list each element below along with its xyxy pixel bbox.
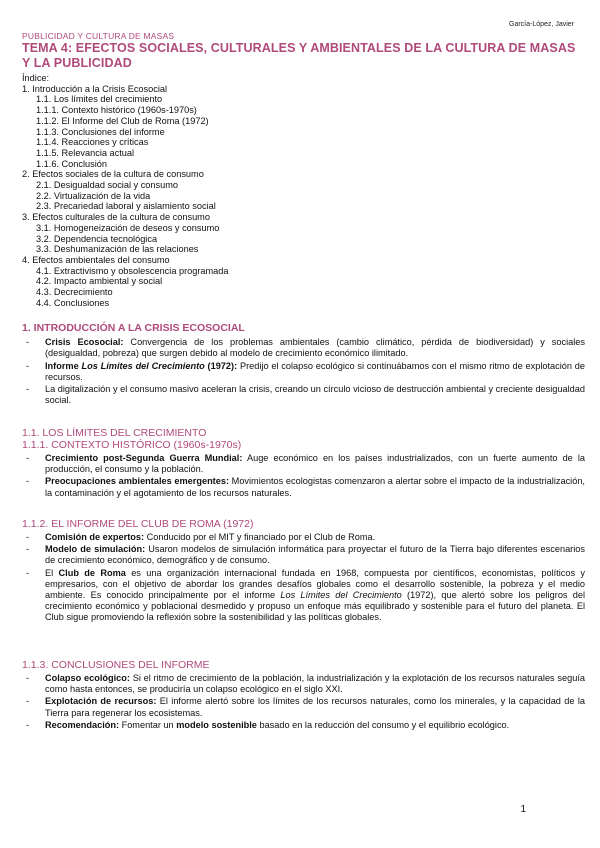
bullet-text: Conducido por el MIT y financiado por el Club de Roma. xyxy=(144,532,376,542)
document-title: TEMA 4: EFECTOS SOCIALES, CULTURALES Y AMBIENTALES DE LA CULTURA DE MASAS Y LA PUBLICIDAD xyxy=(22,41,576,70)
toc-item: 4.3. Decrecimiento xyxy=(36,287,113,298)
bullet-italic: Los Límites del Crecimiento xyxy=(280,590,402,601)
toc-item: 4.1. Extractivismo y obsolescencia programada xyxy=(36,265,229,276)
list-item xyxy=(22,696,585,718)
bullet-list xyxy=(22,673,585,731)
table-of-contents xyxy=(22,73,582,308)
bullet-text: Fomentar un xyxy=(119,719,177,730)
bullet-strong: modelo sostenible xyxy=(176,719,257,730)
list-item xyxy=(22,476,585,498)
toc-item: 1.1.3. Conclusiones del informe xyxy=(36,126,165,137)
bullet-term: Preocupaciones ambientales emergentes: xyxy=(45,476,230,487)
bullet-text: Movimientos ecologistas comenzaron a alertar sobre el impacto de la industrialización, la contaminación y el agotamiento de los recursos naturales. xyxy=(45,476,585,498)
bullet-text: Auge económico en los países industrializados, con un fuerte aumento de la producción, el consumo y la población. xyxy=(45,453,585,475)
page-number: 1 xyxy=(520,804,526,815)
toc-item: 2.1. Desigualdad social y consumo xyxy=(36,180,178,191)
section-heading: 1. INTRODUCCIÓN A LA CRISIS ECOSOCIAL xyxy=(22,322,245,334)
toc-item: 3.3. Deshumanización de las relaciones xyxy=(36,244,199,255)
subsection-heading: 1.1.2. EL INFORME DEL CLUB DE ROMA (1972) xyxy=(22,518,254,530)
bullet-text: (1972), que alertó sobre los peligros del crecimiento económico y poblacional desmedido y propuso un enfoque más equilibrado y sostenible para el futuro del planeta. El Club sigue promoviendo la reflexión sobre la sostenibilidad y las políticas globales. xyxy=(45,590,586,623)
toc-item: 1.1.6. Conclusión xyxy=(36,158,107,169)
section-conclusiones-informe xyxy=(22,659,585,732)
toc-item: 2.3. Precariedad laboral y aislamiento social xyxy=(36,201,216,212)
toc-label: Índice: xyxy=(22,73,50,83)
toc-item: 1.1.4. Reacciones y críticas xyxy=(36,137,149,148)
bullet-text: El xyxy=(45,567,59,578)
toc-item: 1.1. Los límites del crecimiento xyxy=(36,94,163,105)
section-limites-crecimiento xyxy=(22,427,585,500)
list-item xyxy=(22,361,585,383)
section-heading: 1.1. LOS LÍMITES DEL CRECIMIENTO xyxy=(22,427,207,439)
bullet-term: Modelo de simulación: xyxy=(45,544,146,555)
toc-item: 1.1.1. Contexto histórico (1960s-1970s) xyxy=(36,105,197,116)
toc-item: 4.4. Conclusiones xyxy=(36,297,110,308)
toc-item: 1.1.2. El Informe del Club de Roma (1972) xyxy=(36,115,209,126)
subsection-heading: 1.1.3. CONCLUSIONES DEL INFORME xyxy=(22,659,210,671)
toc-item: 1.1.5. Relevancia actual xyxy=(36,147,135,158)
author-name: García-López, Javier xyxy=(509,21,574,28)
list-item xyxy=(22,720,585,731)
list-item xyxy=(22,568,585,624)
toc-item: 1. Introducción a la Crisis Ecosocial xyxy=(22,83,168,94)
list-item xyxy=(22,337,585,359)
bullet-text: Usaron modelos de simulación informática para proyectar el futuro de la Tierra bajo diferentes escenarios de crecimiento económico, demográfico y de consumo. xyxy=(45,544,585,566)
list-item xyxy=(22,384,585,406)
toc-item: 4.2. Impacto ambiental y social xyxy=(36,276,163,287)
toc-item: 3.2. Dependencia tecnológica xyxy=(36,233,158,244)
bullet-text: es una organización internacional fundada en 1968, compuesta por científicos, economistas, políticos y empresarios, con el objetivo de abordar los grandes desafíos globales como el desarrollo sostenible, la pobreza y el medio ambiente. Es conocido principalmente por el informe xyxy=(45,567,585,601)
bullet-term: Colapso ecológico: xyxy=(45,673,130,683)
toc-item: 3.1. Homogeneización de deseos y consumo xyxy=(36,222,220,233)
bullet-text: Si el ritmo de crecimiento de la población, la industrialización y la explotación de los recursos naturales seguía como hasta entonces, se produciría un colapso ecológico en el siglo XXI. xyxy=(45,673,585,695)
bullet-list xyxy=(22,453,585,499)
bullet-term: Explotación de recursos: xyxy=(45,696,157,707)
course-title: PUBLICIDAD Y CULTURA DE MASAS xyxy=(22,31,175,41)
toc-item: 4. Efectos ambientales del consumo xyxy=(22,254,170,265)
bullet-term: Recomendación: xyxy=(45,719,120,730)
subsection-heading: 1.1.1. CONTEXTO HISTÓRICO (1960s-1970s) xyxy=(22,439,242,451)
bullet-text: El informe alertó sobre los límites de los recursos naturales, como los minerales, y la capacidad de la Tierra para regenerar los ecosistemas. xyxy=(45,696,585,718)
bullet-term-italic: Los Límites del Crecimiento xyxy=(81,360,205,371)
toc-item: 2.2. Virtualización de la vida xyxy=(36,190,151,201)
bullet-term: Crisis Ecosocial: xyxy=(45,337,124,348)
list-item xyxy=(22,544,585,566)
bullet-term: Comisión de expertos: xyxy=(45,532,145,542)
bullet-term: Informe xyxy=(45,360,82,371)
bullet-term: Crecimiento post-Segunda Guerra Mundial: xyxy=(45,453,243,463)
list-item xyxy=(22,532,585,543)
bullet-term: (1972): xyxy=(204,360,238,371)
list-item xyxy=(22,453,585,475)
bullet-text: Convergencia de los problemas ambientales (cambio climático, pérdida de biodiversidad) y sociales (desigualdad, pobreza) que surgen debido al modelo de crecimiento económico ilimitado. xyxy=(45,337,585,359)
bullet-list xyxy=(22,532,585,624)
section-club-de-roma xyxy=(22,518,585,625)
bullet-list xyxy=(22,337,585,406)
bullet-text: basado en la reducción del consumo y el equilibrio ecológico. xyxy=(256,719,510,730)
bullet-text: La digitalización y el consumo masivo aceleran la crisis, creando un círculo vicioso de destrucción ambiental y creciente desigualdad social. xyxy=(45,384,585,406)
toc-item: 3. Efectos culturales de la cultura de consumo xyxy=(22,212,210,223)
bullet-text: Predijo el colapso ecológico si continuábamos con el mismo ritmo de explotación de recursos. xyxy=(45,360,585,382)
list-item xyxy=(22,673,585,695)
section-crisis-ecosocial xyxy=(22,323,585,407)
bullet-term: Club de Roma xyxy=(58,567,126,578)
toc-item: 2. Efectos sociales de la cultura de consumo xyxy=(22,169,204,180)
